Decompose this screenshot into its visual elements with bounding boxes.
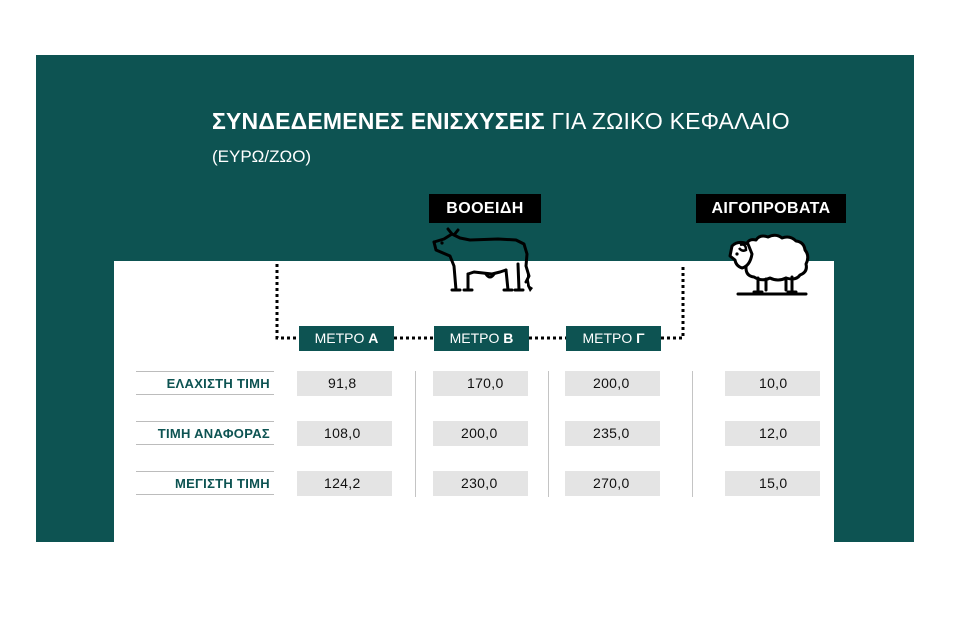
meter-c-header [566,326,661,351]
value-cell: 200,0 [433,421,528,446]
meter-a-header [299,326,394,351]
meter-c-letter: Γ [636,330,645,346]
value-cell: 15,0 [725,471,820,496]
meter-c-prefix: ΜΕΤΡΟ [582,330,633,346]
value-cell: 235,0 [565,421,660,446]
meter-b-prefix: ΜΕΤΡΟ [449,330,500,346]
value-cell: 91,8 [297,371,392,396]
value-cell: 200,0 [565,371,660,396]
value-cell: 108,0 [297,421,392,446]
row-label-minimum: ΕΛΑΧΙΣΤΗ ΤΙΜΗ [136,371,274,395]
value-cell: 124,2 [297,471,392,496]
column-divider [415,371,416,497]
value-cell: 10,0 [725,371,820,396]
unit-subtitle: (ΕΥΡΩ/ΖΩΟ) [212,147,312,166]
value-cell: 270,0 [565,471,660,496]
row-label-maximum: ΜΕΓΙΣΤΗ ΤΙΜΗ [136,471,274,495]
category-label-sheep-goats: ΑΙΓΟΠΡΟΒΑΤΑ [696,194,846,223]
meter-b-header [434,326,529,351]
column-divider [548,371,549,497]
title-bold: ΣΥΝΔΕΔΕΜΕΝΕΣ ΕΝΙΣΧΥΣΕΙΣ [212,108,545,134]
column-divider [692,371,693,497]
value-cell: 170,0 [433,371,528,396]
category-label-cattle: ΒΟΟΕΙΔΗ [429,194,541,223]
meter-b-letter: Β [503,330,514,346]
value-cell: 230,0 [433,471,528,496]
title-regular: ΓΙΑ ΖΩΙΚΟ ΚΕΦΑΛΑΙΟ [551,108,790,134]
meter-a-letter: Α [368,330,379,346]
meter-a-prefix: ΜΕΤΡΟ [314,330,365,346]
row-label-reference: ΤΙΜΗ ΑΝΑΦΟΡΑΣ [136,421,274,445]
value-cell: 12,0 [725,421,820,446]
